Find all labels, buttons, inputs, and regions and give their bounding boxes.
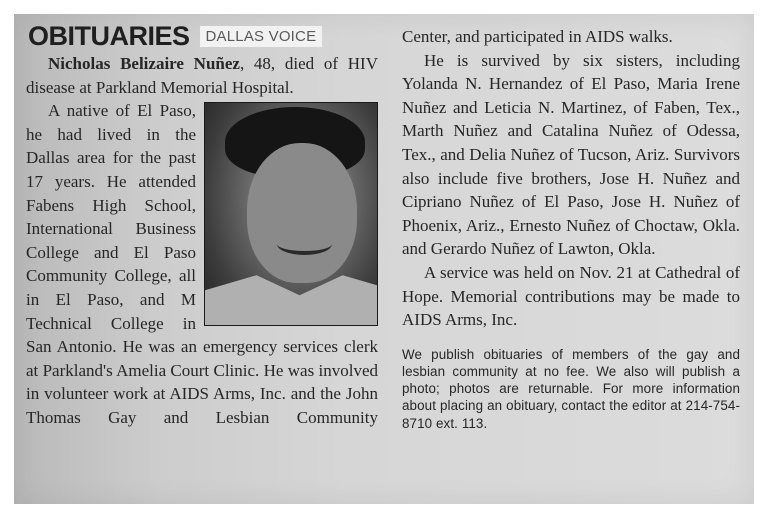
obituary-paragraph-2: A native of El Paso, he had lived in the Dallas area for the past 17 years. He attended Fabens High School, International Business College and El Paso Community College, all in El Paso, and M Technical College in San Antonio. He was an emergency services clerk at Parkland's Amelia Court Clinic. He was involved in volunteer work at AIDS Arms, Inc. and the John Thomas Gay and Lesbian Community bbox=[26, 101, 378, 427]
section-title: OBITUARIES bbox=[28, 20, 190, 51]
section-header bbox=[28, 20, 322, 52]
publication-tag: DALLAS VOICE bbox=[200, 26, 323, 47]
publication-notice: We publish obituaries of members of the gay and lesbian community at no fee. We also will publish a photo; photos are returnable. For more information about placing an obituary, contact the editor at 214-754-8710 ext. 113. bbox=[402, 346, 740, 431]
portrait-photo bbox=[204, 102, 378, 326]
obituary-paragraph-3: He is survived by six sisters, including Yolanda N. Hernandez of El Paso, Maria Irene Nuñez and Leticia N. Martinez, of Faben, Tex., Marth Nuñez and Catalina Nuñez of Odessa, Tex., and Delia Nuñez of Tucson, Ariz. Survivors also include five brothers, Jose H. Nuñez and Cipriano Nuñez of El Paso, Jose H. Nuñez of Phoenix, Ariz., Ernesto Nuñez of Choctaw, Okla. and Gerardo Nuñez of Lawton, Okla. bbox=[402, 50, 740, 259]
newspaper-clipping bbox=[14, 14, 754, 504]
column-right bbox=[402, 25, 740, 432]
obituary-paragraph-4: A service was held on Nov. 21 at Cathedral of Hope. Memorial contributions may be made to AIDS Arms, Inc. bbox=[402, 262, 740, 330]
deceased-name: Nicholas Belizaire Nuñez bbox=[48, 54, 240, 73]
paragraph-2-continuation: Center, and participated in AIDS walks. bbox=[402, 27, 673, 46]
obituary-paragraph-1 bbox=[26, 52, 378, 99]
column-left bbox=[26, 52, 378, 430]
paragraph-1-text: , 48, died of HIV disease at Parkland Memorial Hospital. bbox=[26, 54, 378, 97]
